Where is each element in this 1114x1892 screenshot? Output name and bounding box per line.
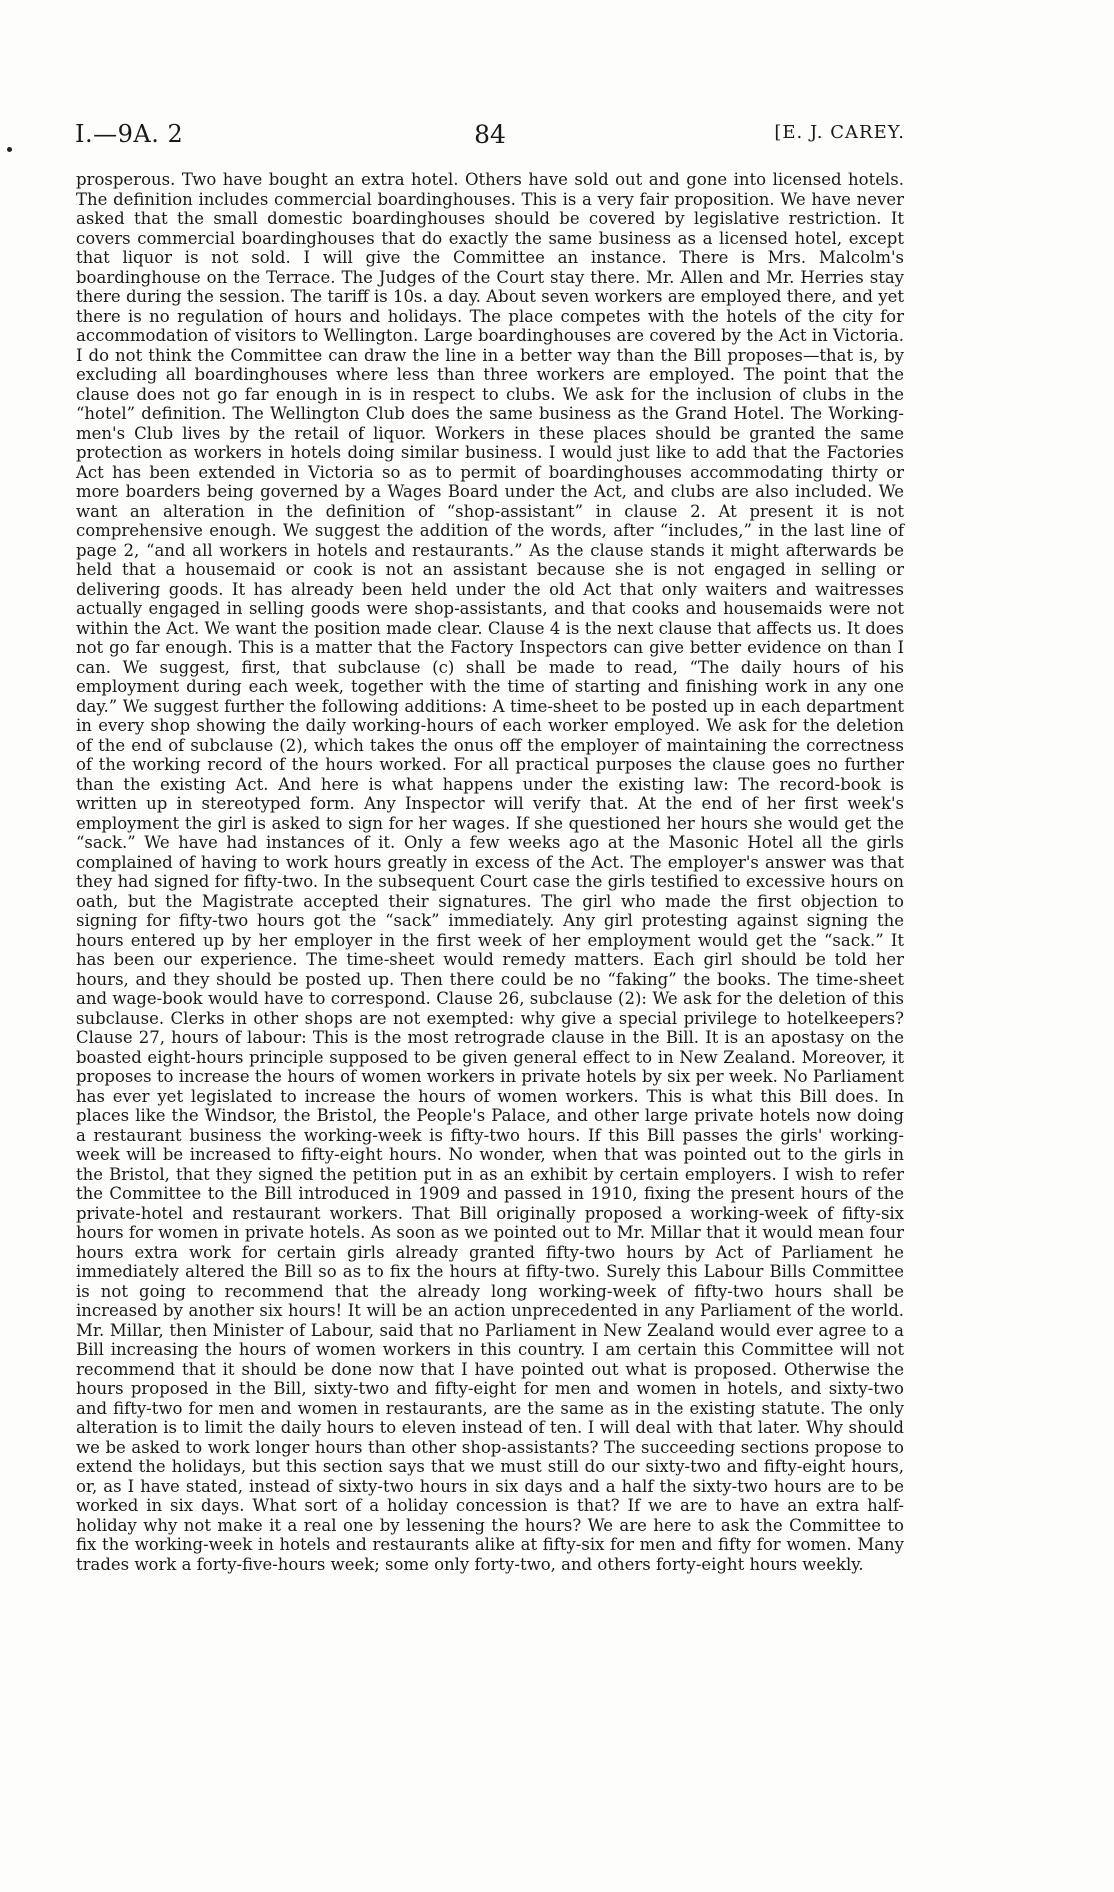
page-number: 84: [474, 120, 506, 149]
header-reference: I.—9A. 2: [75, 120, 184, 148]
body-paragraph: prosperous. Two have bought an extra hotel. Others have sold out and gone into licensed hotels. The definition includes commercial boardinghouses. This is a very fair proposition. We have never asked that the small domestic boardinghouses should be covered by legislative restriction. It covers commercial boardinghouses that do exactly the same business as a licensed hotel, except that liquor is not sold. I will give the Committee an instance. There is Mrs. Malcolm's boardinghouse on the Terrace. The Judges of the Court stay there. Mr. Allen and Mr. Herries stay there during the session. The tariff is 10s. a day. About seven workers are employed there, and yet there is no regulation of hours and holidays. The place competes with the hotels of the city for accommodation of visitors to Wellington. Large boardinghouses are covered by the Act in Victoria. I do not think the Committee can draw the line in a better way than the Bill proposes—that is, by excluding all boardinghouses where less than three workers are employed. The point that the clause does not go far enough in is in respect to clubs. We ask for the inclusion of clubs in the “hotel” definition. The Wellington Club does the same business as the Grand Hotel. The Working-men's Club lives by the retail of liquor. Workers in these places should be granted the same protection as workers in hotels doing similar business. I would just like to add that the Factories Act has been extended in Victoria so as to permit of boardinghouses accommodating thirty or more boarders being governed by a Wages Board under the Act, and clubs are also included. We want an alteration in the definition of “shop-assistant” in clause 2. At present it is not comprehensive enough. We suggest the addition of the words, after “includes,” in the last line of page 2, “and all workers in hotels and restaurants.” As the clause stands it might afterwards be held that a housemaid or cook is not an assistant because she is not engaged in selling or delivering goods. It has already been held under the old Act that only waiters and waitresses actually engaged in selling goods were shop-assistants, and that cooks and housemaids were not within the Act. We want the position made clear. Clause 4 is the next clause that affects us. It does not go far enough. This is a matter that the Factory Inspectors can give better evidence on than I can. We suggest, first, that subclause (c) shall be made to read, “The daily hours of his employment during each week, together with the time of starting and finishing work in any one day.” We suggest further the following additions: A time-sheet to be posted up in each department in every shop showing the daily working-hours of each worker employed. We ask for the deletion of the end of subclause (2), which takes the onus off the employer of maintaining the correctness of the working record of the hours worked. For all practical purposes the clause goes no further than the existing Act. And here is what happens under the existing law: The record-book is written up in stereotyped form. Any Inspector will verify that. At the end of her first week's employment the girl is asked to sign for her wages. If she questioned her hours she would get the “sack.” We have had instances of it. Only a few weeks ago at the Masonic Hotel all the girls complained of having to work hours greatly in excess of the Act. The employer's answer was that they had signed for fifty-two. In the subsequent Court case the girls testified to excessive hours on oath, but the Magistrate accepted their signatures. The girl who made the first objection to signing for fifty-two hours got the “sack” immediately. Any girl protesting against signing the hours entered up by her employer in the first week of her employment would get the “sack.” It has been our experience. The time-sheet would remedy matters. Each girl should be told her hours, and they should be posted up. Then there could be no “faking” the books. The time-sheet and wage-book would have to correspond. Clause 26, subclause (2): We ask for the deletion of this subclause. Clerks in other shops are not exempted: why give a special privilege to hotelkeepers? Clause 27, hours of labour: This is the most retrograde clause in the Bill. It is an apostasy on the boasted eight-hours principle supposed to be given general effect to in New Zealand. Moreover, it proposes to increase the hours of women workers in private hotels by six per week. No Parliament has ever yet legislated to increase the hours of women workers. This is what this Bill does. In places like the Windsor, the Bristol, the People's Palace, and other large private hotels now doing a restaurant business the working-week is fifty-two hours. If this Bill passes the girls' working-week will be increased to fifty-eight hours. No wonder, when that was pointed out to the girls in the Bristol, that they signed the petition put in as an exhibit by certain employers. I wish to refer the Committee to the Bill introduced in 1909 and passed in 1910, fixing the present hours of the private-hotel and restaurant workers. That Bill originally proposed a working-week of fifty-six hours for women in private hotels. As soon as we pointed out to Mr. Millar that it would mean four hours extra work for certain girls already granted fifty-two hours by Act of Parliament he immediately altered the Bill so as to fix the hours at fifty-two. Surely this Labour Bills Committee is not going to recommend that the already long working-week of fifty-two hours shall be increased by another six hours! It will be an action unprecedented in any Parliament of the world. Mr. Millar, then Minister of Labour, said that no Parliament in New Zealand would ever agree to a Bill increasing the hours of women workers in this country. I am certain this Committee will not recommend that it should be done now that I have pointed out what is proposed. Otherwise the hours proposed in the Bill, sixty-two and fifty-eight for men and women in hotels, and sixty-two and fifty-two for men and women in restaurants, are the same as in the existing statute. The only alteration is to limit the daily hours to eleven instead of ten. I will deal with that later. Why should we be asked to work longer hours than other shop-assistants? The succeeding sections propose to extend the holidays, but this section says that we must still do our sixty-two and fifty-eight hours, or, as I have stated, instead of sixty-two hours in six days and a half the sixty-two hours are to be worked in six days. What sort of a holiday concession is that? If we are to have an extra half-holiday why not make it a real one by lessening the hours? We are here to ask the Committee to fix the working-week in hotels and restaurants alike at fifty-six for men and fifty for women. Many trades work a forty-five-hours week; some only forty-two, and others forty-eight hours weekly.: [76, 170, 904, 1574]
page-header: [75, 120, 905, 150]
margin-dot: [7, 147, 12, 152]
body-text: [76, 170, 904, 1574]
header-speaker: [E. J. CAREY.: [774, 122, 905, 143]
